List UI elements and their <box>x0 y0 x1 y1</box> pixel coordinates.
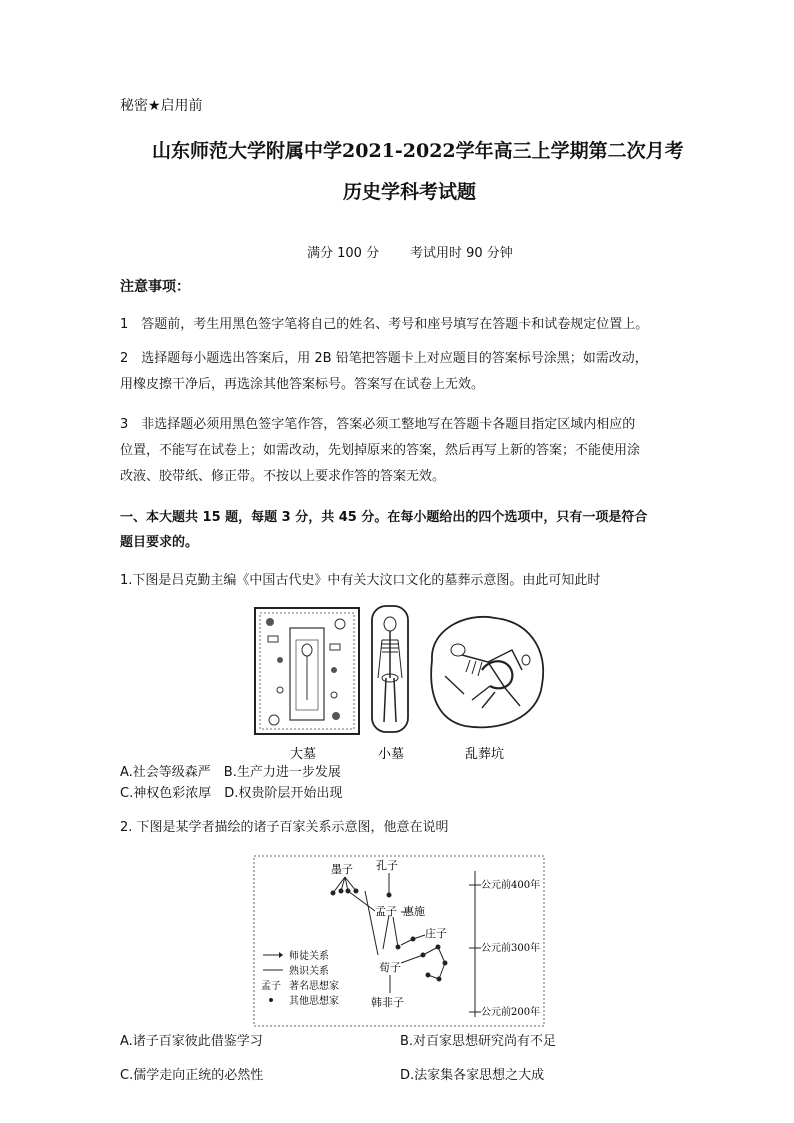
caption-small-tomb: 小墓 <box>378 747 405 762</box>
label-hanfeizi: 韩非子 <box>371 996 404 1009</box>
diagram-legend <box>261 949 339 1007</box>
note-3-line1: 3 非选择题必须用黑色签字笔作答，答案必须工整地写在答题卡各题目指定区域内相应的 <box>120 417 636 432</box>
label-huishi: 惠施 <box>403 905 425 918</box>
full-score: 满分 100 分 <box>307 246 380 261</box>
section1-line2: 题目要求的。 <box>120 535 199 550</box>
note-3-line3: 改液、胶带纸、修正带。不按以上要求作答的答案无效。 <box>120 469 446 484</box>
legend-famous: 著名思想家 <box>289 981 339 992</box>
q1-options-cd: C.神权色彩浓厚 D.权贵阶层开始出现 <box>120 786 343 801</box>
q2-option-c: C.儒学走向正统的必然性 <box>120 1068 264 1083</box>
caption-mass-pit: 乱葬坑 <box>465 747 505 762</box>
caption-large-tomb: 大墓 <box>290 747 317 762</box>
burial-figure <box>250 600 550 770</box>
label-mozi: 墨子 <box>331 863 353 876</box>
hundred-schools-diagram <box>253 855 545 1027</box>
legend-other: 其他思想家 <box>289 996 339 1007</box>
small-tomb-drawing <box>372 606 408 732</box>
timeline-300bc: 公元前300年 <box>481 943 541 954</box>
exam-title-line1: 山东师范大学附属中学2021-2022学年高三上学期第二次月考 <box>152 140 684 162</box>
q1-options-ab: A.社会等级森严 B.生产力进一步发展 <box>120 765 341 780</box>
large-tomb-drawing <box>255 608 359 734</box>
q1-stem: 1.下图是吕克勤主编《中国古代史》中有关大汶口文化的墓葬示意图。由此可知此时 <box>120 573 601 588</box>
exam-time: 考试用时 90 分钟 <box>410 246 513 261</box>
q2-option-b: B.对百家思想研究尚有不足 <box>400 1034 557 1049</box>
label-mengzi: 孟子 <box>375 905 397 918</box>
q2-option-d: D.法家集各家思想之大成 <box>400 1068 545 1083</box>
label-zhuangzi: 庄子 <box>425 927 447 940</box>
exam-title-line2: 历史学科考试题 <box>343 181 477 203</box>
confidential-label: 秘密★启用前 <box>120 98 203 114</box>
q2-option-a: A.诸子百家彼此借鉴学习 <box>120 1034 263 1049</box>
label-kongzi: 孔子 <box>376 859 398 872</box>
notes-heading: 注意事项： <box>120 279 190 295</box>
note-3-line2: 位置，不能写在试卷上；如需改动，先划掉原来的答案，然后再写上新的答案；不能使用涂 <box>120 443 641 458</box>
timeline-200bc: 公元前200年 <box>481 1007 541 1018</box>
mass-pit-drawing <box>431 617 543 728</box>
note-2-line2: 用橡皮擦干净后，再选涂其他答案标号。答案写在试卷上无效。 <box>120 377 485 392</box>
legend-teacher: 师徒关系 <box>289 951 329 962</box>
legend-famous-sample: 孟子 <box>261 981 281 992</box>
timeline-400bc: 公元前400年 <box>481 880 541 891</box>
q2-stem: 2. 下图是某学者描绘的诸子百家关系示意图，他意在说明 <box>120 820 449 835</box>
label-xunzi: 荀子 <box>379 961 401 974</box>
timeline-axis <box>469 871 540 1018</box>
note-1: 1 答题前，考生用黑色签字笔将自己的姓名、考号和座号填写在答题卡和试卷规定位置上。 <box>120 317 649 332</box>
section1-line1: 一、本大题共 15 题，每题 3 分，共 45 分。在每小题给出的四个选项中，只有一项是符合 <box>120 510 648 525</box>
legend-acquaint: 熟识关系 <box>289 966 329 977</box>
note-2-line1: 2 选择题每小题选出答案后，用 2B 铅笔把答题卡上对应题目的答案标号涂黑；如需改动， <box>120 351 648 366</box>
